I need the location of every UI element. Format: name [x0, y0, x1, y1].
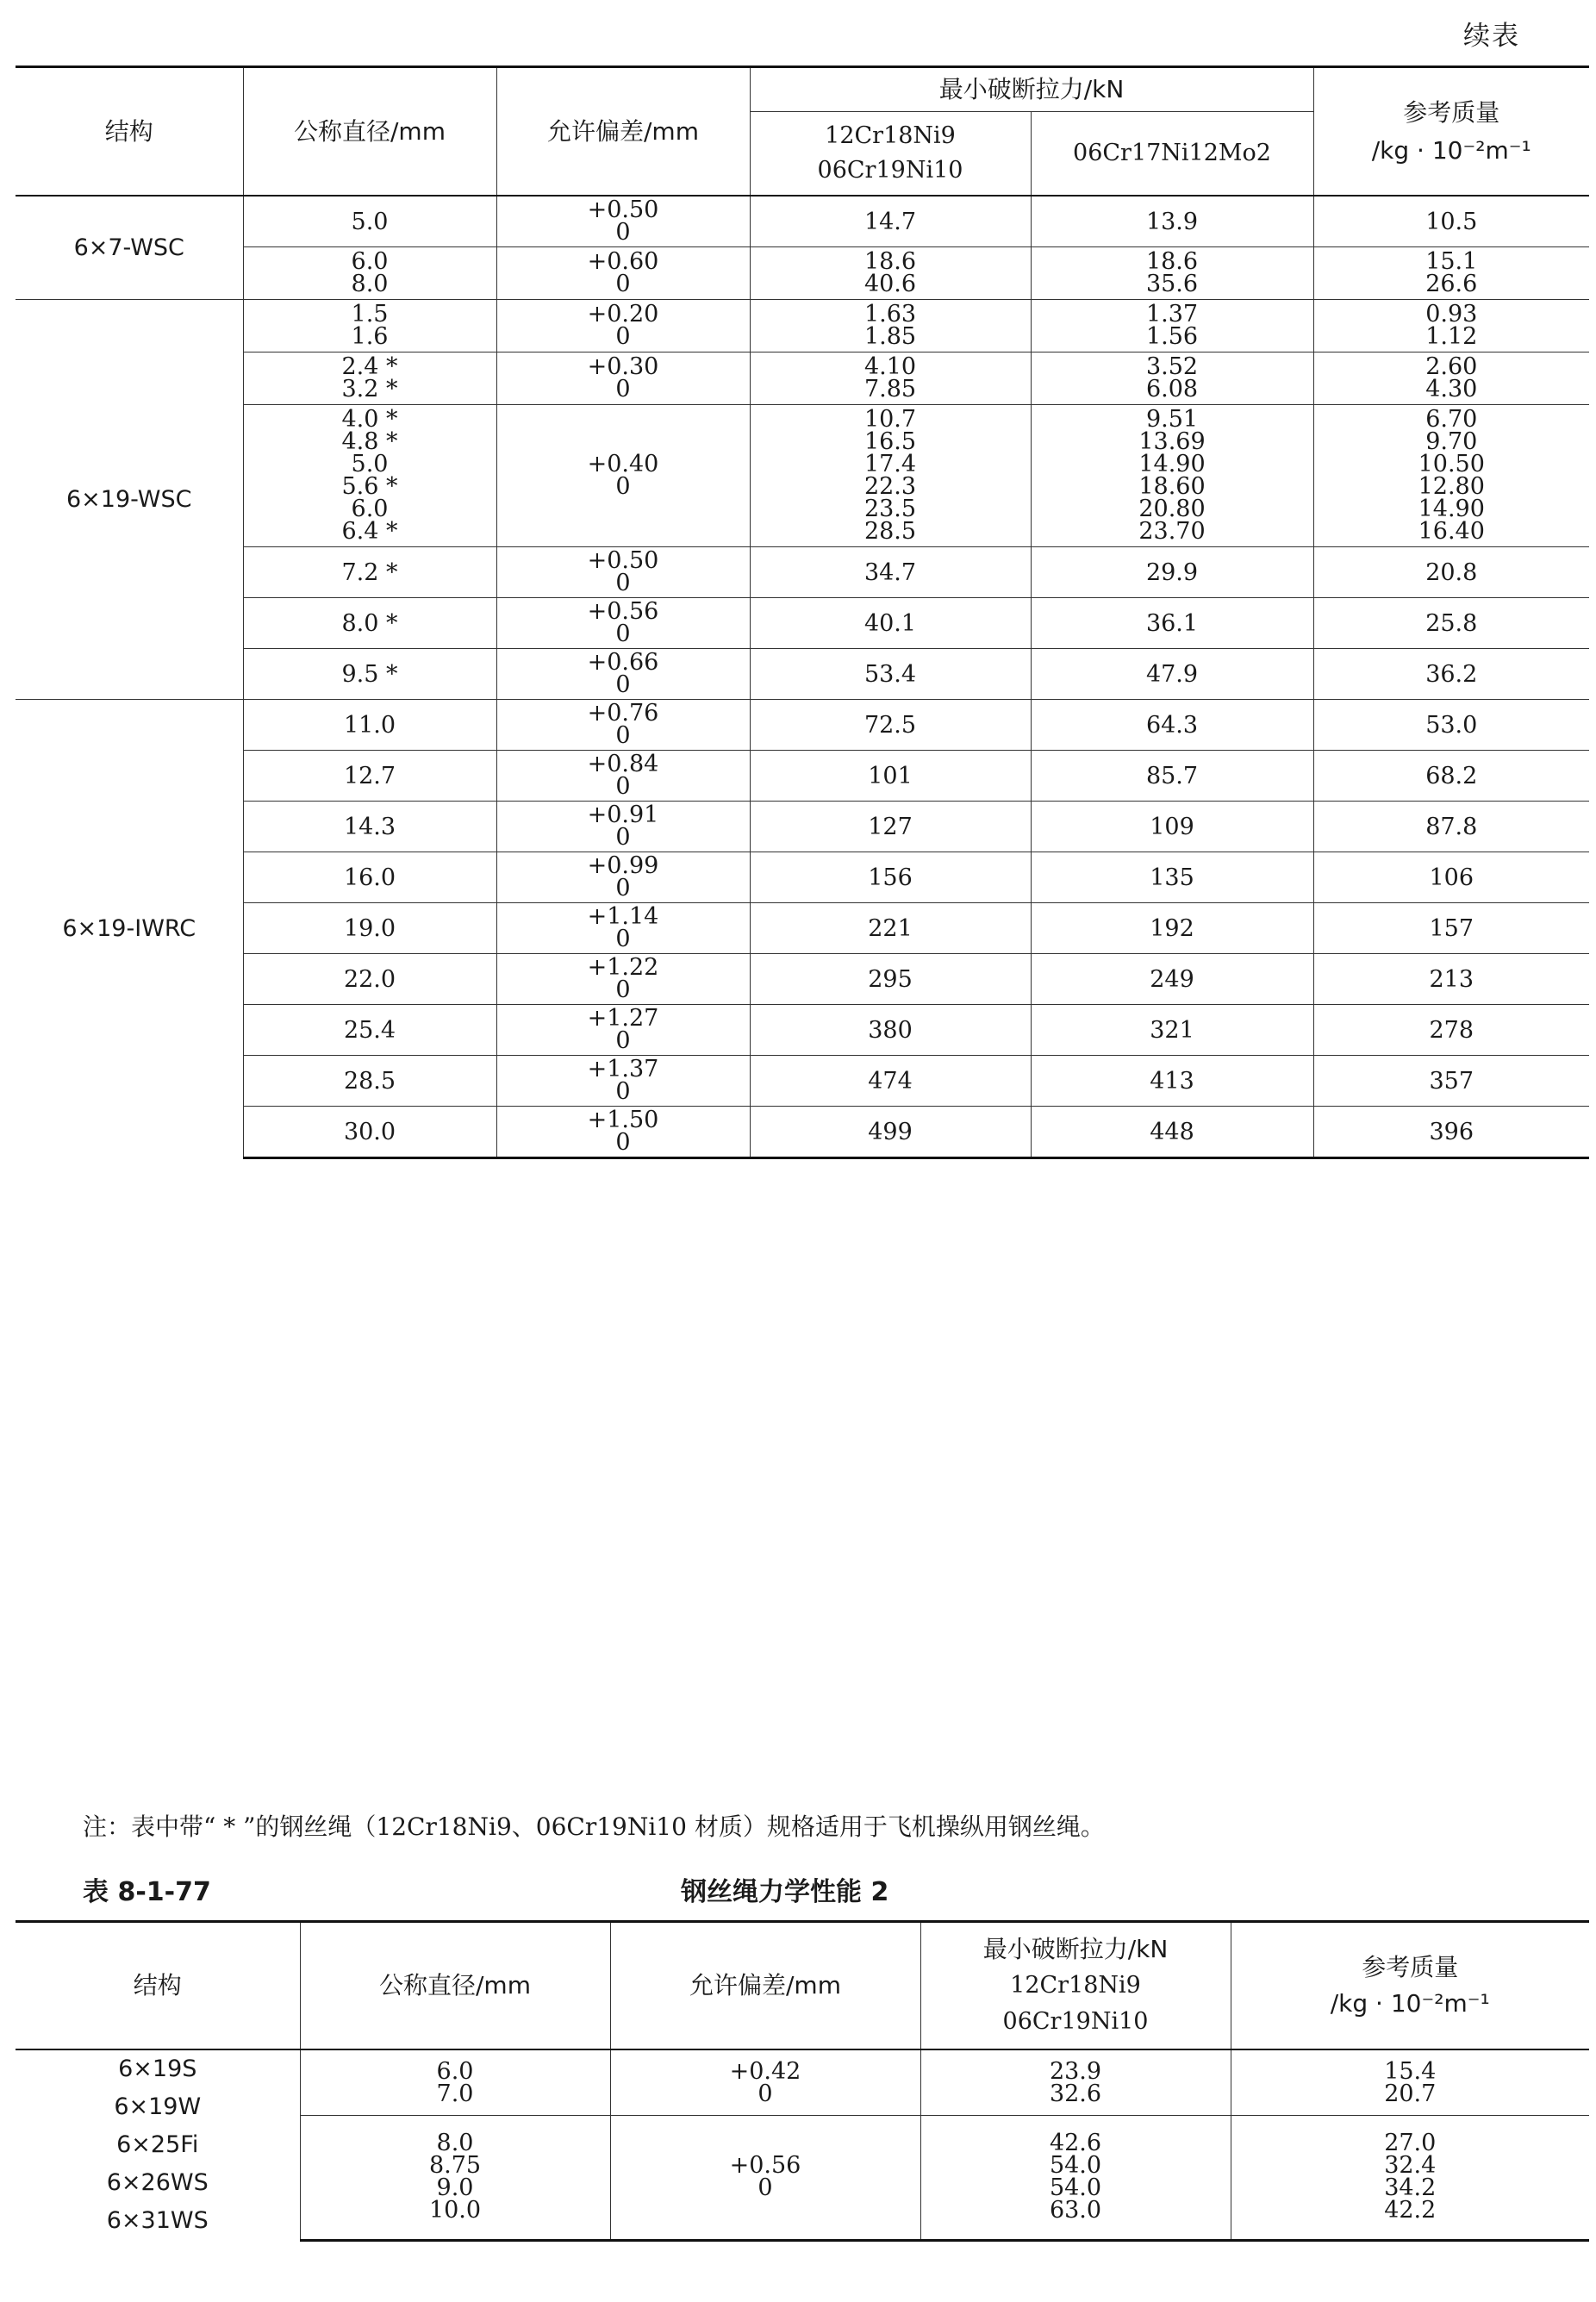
break-force-mat1-cell: 1.63 1.85 — [750, 300, 1031, 352]
diameter-cell: 12.7 — [243, 751, 496, 802]
mass-cell: 53.0 — [1313, 700, 1589, 751]
table-row — [16, 700, 1589, 751]
break-force-mat2-cell: 9.51 13.69 14.90 18.60 20.80 23.70 — [1031, 405, 1313, 547]
break-force-mat1-cell: 72.5 — [750, 700, 1031, 751]
break-force-mat1-cell: 14.7 — [750, 196, 1031, 247]
mass-cell: 10.5 — [1313, 196, 1589, 247]
t2-header-min-break-line2: 12Cr18Ni9 — [1010, 1972, 1141, 1999]
break-force-mat2-cell: 413 — [1031, 1056, 1313, 1107]
structure-cell: 6×19-IWRC — [16, 700, 243, 1158]
table-row — [16, 247, 1589, 300]
tolerance-upper: +1.22 — [587, 954, 659, 981]
break-force-mat2-cell: 1.37 1.56 — [1031, 300, 1313, 352]
tolerance-cell — [496, 751, 750, 802]
tolerance-lower: 0 — [615, 671, 631, 698]
break-force-mat1-cell: 499 — [750, 1107, 1031, 1158]
table-row — [16, 954, 1589, 1005]
t2-mass-cell: 27.0 32.4 34.2 42.2 — [1231, 2116, 1589, 2240]
mass-cell: 25.8 — [1313, 598, 1589, 649]
table-row — [16, 1005, 1589, 1056]
mass-cell: 106 — [1313, 852, 1589, 903]
break-force-mat2-cell: 321 — [1031, 1005, 1313, 1056]
break-force-mat1-cell: 4.10 7.85 — [750, 352, 1031, 405]
diameter-cell: 6.0 8.0 — [243, 247, 496, 300]
tolerance-cell — [496, 547, 750, 598]
table-row — [16, 2049, 1589, 2116]
mass-cell: 87.8 — [1313, 802, 1589, 852]
continued-label: 续表 — [1463, 21, 1520, 52]
tolerance-lower: 0 — [615, 473, 631, 500]
tolerance-cell — [496, 1005, 750, 1056]
mass-cell: 0.93 1.12 — [1313, 300, 1589, 352]
header-structure: 结构 — [16, 67, 243, 197]
tolerance-upper: +0.40 — [587, 451, 659, 477]
break-force-mat1-cell: 53.4 — [750, 649, 1031, 700]
tolerance-cell — [496, 649, 750, 700]
tolerance-lower: 0 — [615, 570, 631, 596]
tolerance-cell — [496, 852, 750, 903]
tolerance-lower: 0 — [615, 875, 631, 901]
mass-cell: 68.2 — [1313, 751, 1589, 802]
tolerance-cell — [496, 802, 750, 852]
tolerance-upper: +0.20 — [587, 301, 659, 328]
header-min-break: 最小破断拉力/kN — [750, 67, 1313, 112]
t2-header-structure: 结构 — [16, 1922, 300, 2050]
header-diameter: 公称直径/mm — [243, 67, 496, 197]
table-row — [16, 598, 1589, 649]
diameter-cell: 8.0 * — [243, 598, 496, 649]
tolerance-lower: 0 — [615, 1078, 631, 1105]
t2-header-min-break-line1: 最小破断拉力/kN — [982, 1935, 1169, 1963]
break-force-mat2-cell: 448 — [1031, 1107, 1313, 1158]
table-row — [16, 852, 1589, 903]
break-force-mat2-cell: 47.9 — [1031, 649, 1313, 700]
table-row — [16, 802, 1589, 852]
table-note: 注：表中带“ * ”的钢丝绳（12Cr18Ni9、06Cr19Ni10 材质）规格适用于飞机操纵用钢丝绳。 — [83, 1812, 1105, 1841]
header-material-1-line1: 12Cr18Ni9 — [825, 122, 956, 149]
tolerance-cell — [496, 1107, 750, 1158]
mass-cell: 6.70 9.70 10.50 12.80 14.90 16.40 — [1313, 405, 1589, 547]
break-force-mat1-cell: 10.7 16.5 17.4 22.3 23.5 28.5 — [750, 405, 1031, 547]
mass-cell: 357 — [1313, 1056, 1589, 1107]
tolerance-cell — [496, 196, 750, 247]
tolerance-upper: +0.30 — [587, 353, 659, 380]
t2-header-diameter: 公称直径/mm — [300, 1922, 610, 2050]
break-force-mat2-cell: 64.3 — [1031, 700, 1313, 751]
table-row — [16, 547, 1589, 598]
break-force-mat2-cell: 192 — [1031, 903, 1313, 954]
break-force-mat2-cell: 3.52 6.08 — [1031, 352, 1313, 405]
diameter-cell: 28.5 — [243, 1056, 496, 1107]
tolerance-lower: 0 — [615, 323, 631, 350]
mass-cell: 15.1 26.6 — [1313, 247, 1589, 300]
tolerance-upper: +1.27 — [587, 1005, 659, 1032]
break-force-mat2-cell: 249 — [1031, 954, 1313, 1005]
tolerance-upper: +0.66 — [587, 649, 659, 676]
tolerance-lower: 0 — [615, 1027, 631, 1054]
diameter-cell: 14.3 — [243, 802, 496, 852]
break-force-mat1-cell: 40.1 — [750, 598, 1031, 649]
tolerance-cell — [496, 247, 750, 300]
t2-structure-cell: 6×19S 6×19W 6×25Fi 6×26WS 6×31WS — [16, 2049, 300, 2240]
tolerance-upper: +0.84 — [587, 751, 659, 777]
tolerance-cell — [496, 903, 750, 954]
t2-break-force-cell: 23.9 32.6 — [920, 2049, 1231, 2116]
table-number: 表 8-1-77 — [83, 1877, 211, 1907]
break-force-mat1-cell: 18.6 40.6 — [750, 247, 1031, 300]
diameter-cell: 19.0 — [243, 903, 496, 954]
diameter-cell: 2.4 * 3.2 * — [243, 352, 496, 405]
table-row — [16, 1107, 1589, 1158]
break-force-mat2-cell: 135 — [1031, 852, 1313, 903]
mass-cell: 157 — [1313, 903, 1589, 954]
diameter-cell: 11.0 — [243, 700, 496, 751]
tolerance-upper: +0.76 — [587, 700, 659, 727]
t2-header-min-break — [920, 1922, 1231, 2050]
break-force-mat2-cell: 13.9 — [1031, 196, 1313, 247]
t2-mass-cell: 15.4 20.7 — [1231, 2049, 1589, 2116]
break-force-mat1-cell: 474 — [750, 1056, 1031, 1107]
tolerance-lower: 0 — [615, 722, 631, 749]
mass-cell: 36.2 — [1313, 649, 1589, 700]
break-force-mat1-cell: 34.7 — [750, 547, 1031, 598]
tolerance-upper: +0.56 — [729, 2152, 801, 2180]
tolerance-upper: +0.50 — [587, 197, 659, 223]
tolerance-upper: +0.60 — [587, 248, 659, 275]
t2-diameter-cell: 6.0 7.0 — [300, 2049, 610, 2116]
mass-cell: 213 — [1313, 954, 1589, 1005]
mass-cell: 396 — [1313, 1107, 1589, 1158]
break-force-mat1-cell: 156 — [750, 852, 1031, 903]
t2-header-mass — [1231, 1922, 1589, 2050]
mass-cell: 278 — [1313, 1005, 1589, 1056]
break-force-mat2-cell: 36.1 — [1031, 598, 1313, 649]
tolerance-lower: 0 — [615, 773, 631, 800]
break-force-mat2-cell: 29.9 — [1031, 547, 1313, 598]
header-material-1-line2: 06Cr19Ni10 — [817, 157, 963, 184]
table-title: 钢丝绳力学性能 2 — [681, 1877, 889, 1907]
t2-header-mass-line2: /kg · 10⁻²m⁻¹ — [1330, 1989, 1490, 2018]
tolerance-lower: 0 — [615, 1129, 631, 1156]
header-mass-line1: 参考质量 — [1403, 97, 1500, 127]
t2-header-mass-line1: 参考质量 — [1362, 1953, 1459, 1981]
tolerance-upper: +0.91 — [587, 802, 659, 828]
t2-diameter-cell: 8.0 8.75 9.0 10.0 — [300, 2116, 610, 2240]
table-row — [16, 1056, 1589, 1107]
structure-cell: 6×19-WSC — [16, 300, 243, 700]
mass-cell: 2.60 4.30 — [1313, 352, 1589, 405]
table-row — [16, 352, 1589, 405]
tolerance-lower: 0 — [615, 621, 631, 647]
rope-properties-table-2 — [16, 1920, 1589, 2242]
header-material-1 — [750, 112, 1031, 197]
header-mass — [1313, 67, 1589, 197]
tolerance-upper: +0.99 — [587, 852, 659, 879]
tolerance-upper: +0.56 — [587, 598, 659, 625]
break-force-mat1-cell: 221 — [750, 903, 1031, 954]
break-force-mat2-cell: 85.7 — [1031, 751, 1313, 802]
table-row — [16, 196, 1589, 247]
tolerance-cell — [496, 700, 750, 751]
rope-properties-table-continued — [16, 66, 1589, 1159]
tolerance-lower: 0 — [615, 926, 631, 952]
diameter-cell: 25.4 — [243, 1005, 496, 1056]
break-force-mat1-cell: 380 — [750, 1005, 1031, 1056]
break-force-mat2-cell: 18.6 35.6 — [1031, 247, 1313, 300]
structure-cell: 6×7-WSC — [16, 196, 243, 300]
diameter-cell: 7.2 * — [243, 547, 496, 598]
tolerance-upper: +0.42 — [729, 2057, 801, 2085]
tolerance-upper: +1.50 — [587, 1107, 659, 1133]
diameter-cell: 9.5 * — [243, 649, 496, 700]
tolerance-cell — [496, 1056, 750, 1107]
tolerance-upper: +1.37 — [587, 1056, 659, 1082]
table-row — [16, 903, 1589, 954]
t2-header-tolerance: 允许偏差/mm — [610, 1922, 920, 2050]
t2-tolerance-cell — [610, 2049, 920, 2116]
header-tolerance: 允许偏差/mm — [496, 67, 750, 197]
tolerance-lower: 0 — [615, 976, 631, 1003]
header-material-2: 06Cr17Ni12Mo2 — [1031, 112, 1313, 197]
tolerance-lower: 0 — [615, 824, 631, 851]
break-force-mat1-cell: 295 — [750, 954, 1031, 1005]
header-mass-line2: /kg · 10⁻²m⁻¹ — [1371, 135, 1531, 165]
table-row — [16, 751, 1589, 802]
t2-header-min-break-line3: 06Cr19Ni10 — [1002, 2008, 1149, 2035]
t2-tolerance-cell — [610, 2116, 920, 2240]
diameter-cell: 5.0 — [243, 196, 496, 247]
tolerance-upper: +0.50 — [587, 547, 659, 574]
break-force-mat2-cell: 109 — [1031, 802, 1313, 852]
tolerance-lower: 0 — [615, 271, 631, 297]
tolerance-cell — [496, 352, 750, 405]
diameter-cell: 30.0 — [243, 1107, 496, 1158]
tolerance-cell — [496, 405, 750, 547]
break-force-mat1-cell: 101 — [750, 751, 1031, 802]
diameter-cell: 16.0 — [243, 852, 496, 903]
table-row — [16, 649, 1589, 700]
diameter-cell: 22.0 — [243, 954, 496, 1005]
table-row — [16, 300, 1589, 352]
diameter-cell: 4.0 * 4.8 * 5.0 5.6 * 6.0 6.4 * — [243, 405, 496, 547]
tolerance-lower: 0 — [757, 2174, 773, 2202]
tolerance-cell — [496, 598, 750, 649]
t2-break-force-cell: 42.6 54.0 54.0 63.0 — [920, 2116, 1231, 2240]
break-force-mat1-cell: 127 — [750, 802, 1031, 852]
table-row — [16, 405, 1589, 547]
mass-cell: 20.8 — [1313, 547, 1589, 598]
tolerance-upper: +1.14 — [587, 903, 659, 930]
tolerance-lower: 0 — [615, 219, 631, 246]
tolerance-lower: 0 — [757, 2080, 773, 2107]
tolerance-cell — [496, 954, 750, 1005]
tolerance-cell — [496, 300, 750, 352]
diameter-cell: 1.5 1.6 — [243, 300, 496, 352]
tolerance-lower: 0 — [615, 376, 631, 402]
